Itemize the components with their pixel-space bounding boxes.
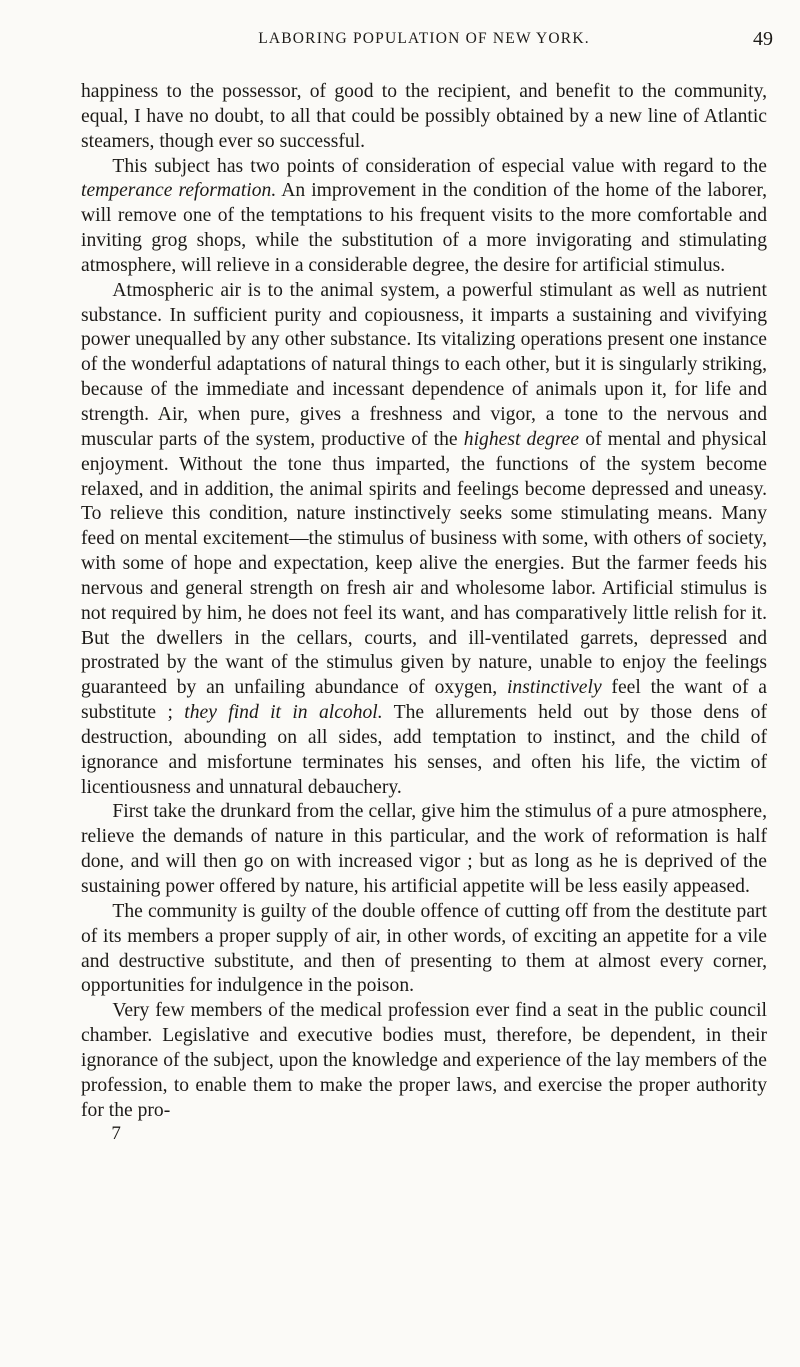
page-number: 49 [753,28,773,50]
italic-phrase: they find it in alcohol. [184,702,383,724]
text-run: The community is guilty of the double offence of cutting off from the destitute part of its members a proper supply of air, in other words, of exciting an appetite for a vile and destructive substitute, and then of presenting to them at almost every corner, opportunities for indulgence in the poison. [81,900,767,997]
book-page [81,28,773,1145]
paragraph [81,800,767,899]
signature-mark: 7 [111,1123,121,1145]
running-title: LABORING POPULATION OF NEW YORK. [258,30,590,47]
body-text [81,80,767,1123]
paragraph [81,279,767,801]
text-run: happiness to the possessor, of good to the recipient, and benefit to the community, equal, I have no doubt, to all that could be possibly obtained by a new line of Atlantic steamers, though ever so successful. [81,81,767,152]
text-run: The allurements held out by those dens of destruction, abounding on all sides, add temptation to instinct, and the child of ignorance and misfortune terminates his senses, and often his life, the victim of licentiousness and unnatural debauchery. [81,702,767,798]
text-run: of mental and physical enjoyment. Without the tone thus imparted, the functions of the system become relaxed, and in addition, the animal spirits and feelings become depressed and uneasy. To relieve this condition, nature instinctively seeks some stimulating means. Many feed on mental excitement—the stimulus of business with some, with others of society, with some of hope and expectation, keep alive the energies. But the farmer feeds his nervous and general strength on fresh air and wholesome labor. Artificial stimulus is not required by him, he does not feel its want, and has comparatively little relish for it. But the dwellers in the cellars, courts, and ill-ventilated garrets, depressed and prostrated by the want of the stimulus given by nature, unable to enjoy the feelings guaranteed by an unfailing abundance of oxygen, [81,428,767,699]
paragraph [81,999,767,1123]
text-run: Very few members of the medical profession ever find a seat in the public council chamber. Legislative and executive bodies must, therefore, be dependent, in their ignorance of the subject, upon the knowledge and experience of the lay members of the profession, to enable them to make the proper laws, and exercise the proper authority for the pro- [81,1000,767,1121]
italic-phrase: instinctively [506,677,602,699]
paragraph [81,155,767,279]
paragraph [81,900,767,999]
text-run: feel the want of a substitute ; [81,677,767,724]
italic-phrase: temperance reformation. [81,180,277,202]
text-run: This subject has two points of consideration of especial value with regard to the [112,155,767,177]
running-head [81,28,773,56]
paragraph [81,80,767,155]
italic-phrase: highest degree [463,428,580,450]
text-run: An improvement in the condition of the home of the laborer, will remove one of the temptations to his frequent visits to the more comfortable and inviting grog shops, while the substitution of a more invigorating and stimulating atmosphere, will relieve in a considerable degree, the desire for artificial stimulus. [81,180,767,276]
text-run: First take the drunkard from the cellar, give him the stimulus of a pure atmosphere, relieve the demands of nature in this particular, and the work of reformation is half done, and will then go on with increased vigor ; but as long as he is deprived of the sustaining power offered by nature, his artificial appetite will be less easily appeased. [81,801,767,897]
text-run: Atmospheric air is to the animal system, a powerful stimulant as well as nutrient substance. In sufficient purity and copiousness, it imparts a sustaining and vivifying power unequalled by any other substance. Its vitalizing operations present one instance of the wonderful adaptations of natural things to each other, but it is singularly striking, because of the immediate and incessant dependence of animals upon it, for life and strength. Air, when pure, gives a freshness and vigor, a tone to the nervous and muscular parts of the system, productive of the [81,279,767,450]
